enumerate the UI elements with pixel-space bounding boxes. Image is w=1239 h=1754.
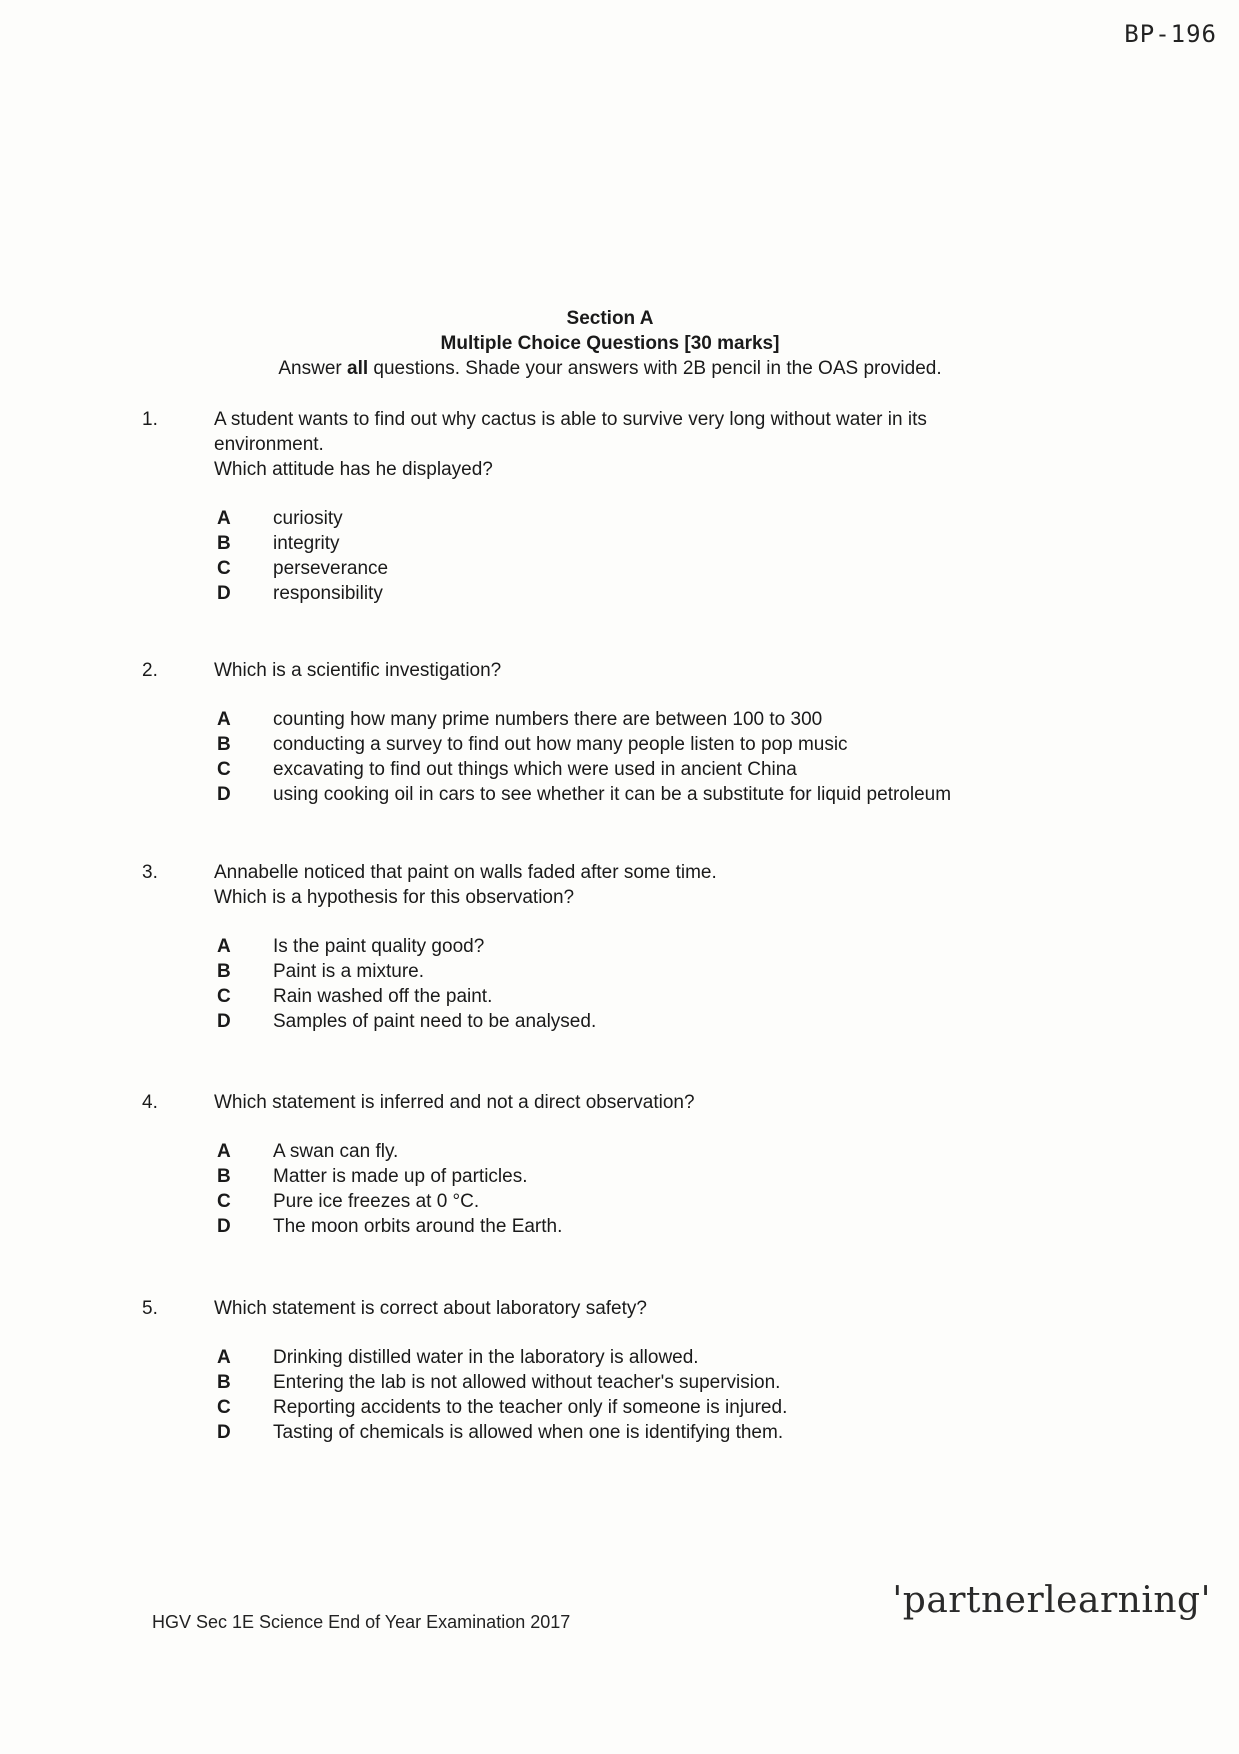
option-letter: D — [217, 1422, 231, 1443]
instructions — [0, 356, 1220, 381]
option-text: Rain washed off the paint. — [273, 986, 493, 1007]
options-list — [217, 1139, 1102, 1239]
question-line: Which attitude has he displayed? — [214, 459, 493, 480]
option-text: responsibility — [273, 583, 383, 604]
option-letter: A — [217, 508, 231, 529]
options-list — [217, 707, 1102, 807]
option-c[interactable] — [217, 757, 1102, 782]
option-a[interactable] — [217, 1139, 1102, 1164]
question-number: 2. — [142, 660, 158, 681]
partnerlearning-stamp: 'partnerlearning' — [892, 1580, 1211, 1621]
option-c[interactable] — [217, 1189, 1102, 1214]
question-1 — [142, 407, 1102, 606]
option-text: integrity — [273, 533, 340, 554]
question-text — [214, 658, 1102, 683]
option-letter: D — [217, 1011, 231, 1032]
option-text: Pure ice freezes at 0 °C. — [273, 1191, 480, 1212]
question-line: Which statement is correct about laboratory safety? — [214, 1298, 647, 1319]
question-3 — [142, 860, 1102, 1034]
option-d[interactable] — [217, 782, 1102, 807]
section-header — [0, 306, 1220, 381]
question-line: A student wants to find out why cactus is able to survive very long without water in its — [214, 409, 927, 430]
options-list — [217, 934, 1102, 1034]
option-text: Drinking distilled water in the laboratory is allowed. — [273, 1347, 699, 1368]
page-code: BP-196 — [1124, 20, 1217, 48]
option-text: Reporting accidents to the teacher only if someone is injured. — [273, 1397, 788, 1418]
option-text: Matter is made up of particles. — [273, 1166, 528, 1187]
instructions-bold: all — [347, 358, 369, 379]
option-b[interactable] — [217, 959, 1102, 984]
option-letter: B — [217, 1166, 231, 1187]
option-d[interactable] — [217, 1420, 1102, 1445]
instructions-post: questions. Shade your answers with 2B pencil in the OAS provided. — [368, 358, 942, 379]
option-letter: D — [217, 1216, 231, 1237]
question-line: Annabelle noticed that paint on walls faded after some time. — [214, 862, 717, 883]
options-list — [217, 506, 1102, 606]
question-text — [214, 860, 1102, 910]
option-b[interactable] — [217, 1370, 1102, 1395]
option-a[interactable] — [217, 707, 1102, 732]
option-text: Is the paint quality good? — [273, 936, 485, 957]
option-text: The moon orbits around the Earth. — [273, 1216, 563, 1237]
mcq-title: Multiple Choice Questions [30 marks] — [440, 333, 780, 354]
option-b[interactable] — [217, 531, 1102, 556]
option-letter: A — [217, 936, 231, 957]
question-text — [214, 1090, 1102, 1115]
option-text: Entering the lab is not allowed without teacher's supervision. — [273, 1372, 781, 1393]
option-d[interactable] — [217, 581, 1102, 606]
option-letter: D — [217, 784, 231, 805]
option-text: counting how many prime numbers there are between 100 to 300 — [273, 709, 823, 730]
option-text: Tasting of chemicals is allowed when one is identifying them. — [273, 1422, 784, 1443]
question-4 — [142, 1090, 1102, 1239]
question-line: environment. — [214, 434, 324, 455]
footer-exam-name: HGV Sec 1E Science End of Year Examination 2017 — [152, 1612, 571, 1632]
instructions-pre: Answer — [278, 358, 347, 379]
option-text: perseverance — [273, 558, 389, 579]
option-letter: C — [217, 986, 231, 1007]
question-line: Which is a scientific investigation? — [214, 660, 502, 681]
option-d[interactable] — [217, 1009, 1102, 1034]
question-number: 5. — [142, 1298, 158, 1319]
option-letter: C — [217, 558, 231, 579]
option-letter: D — [217, 583, 231, 604]
question-text — [214, 407, 1102, 482]
option-text: using cooking oil in cars to see whether it can be a substitute for liquid petroleum — [273, 784, 952, 805]
option-a[interactable] — [217, 506, 1102, 531]
option-letter: B — [217, 734, 231, 755]
option-b[interactable] — [217, 732, 1102, 757]
option-text: Paint is a mixture. — [273, 961, 424, 982]
section-title: Section A — [566, 308, 654, 329]
option-c[interactable] — [217, 984, 1102, 1009]
option-letter: C — [217, 1191, 231, 1212]
option-b[interactable] — [217, 1164, 1102, 1189]
option-letter: C — [217, 1397, 231, 1418]
option-letter: B — [217, 1372, 231, 1393]
option-text: conducting a survey to find out how many people listen to pop music — [273, 734, 848, 755]
options-list — [217, 1345, 1102, 1445]
option-letter: B — [217, 533, 231, 554]
option-a[interactable] — [217, 1345, 1102, 1370]
question-number: 1. — [142, 409, 158, 430]
question-line: Which statement is inferred and not a direct observation? — [214, 1092, 695, 1113]
option-text: excavating to find out things which were used in ancient China — [273, 759, 797, 780]
question-text — [214, 1296, 1102, 1321]
option-c[interactable] — [217, 1395, 1102, 1420]
option-text: Samples of paint need to be analysed. — [273, 1011, 597, 1032]
question-5 — [142, 1296, 1102, 1445]
option-letter: A — [217, 1141, 231, 1162]
option-d[interactable] — [217, 1214, 1102, 1239]
option-text: A swan can fly. — [273, 1141, 399, 1162]
question-number: 4. — [142, 1092, 158, 1113]
option-letter: A — [217, 709, 231, 730]
option-a[interactable] — [217, 934, 1102, 959]
question-2 — [142, 658, 1102, 807]
question-line: Which is a hypothesis for this observation? — [214, 887, 575, 908]
option-letter: A — [217, 1347, 231, 1368]
option-c[interactable] — [217, 556, 1102, 581]
question-number: 3. — [142, 862, 158, 883]
option-letter: C — [217, 759, 231, 780]
option-text: curiosity — [273, 508, 343, 529]
option-letter: B — [217, 961, 231, 982]
